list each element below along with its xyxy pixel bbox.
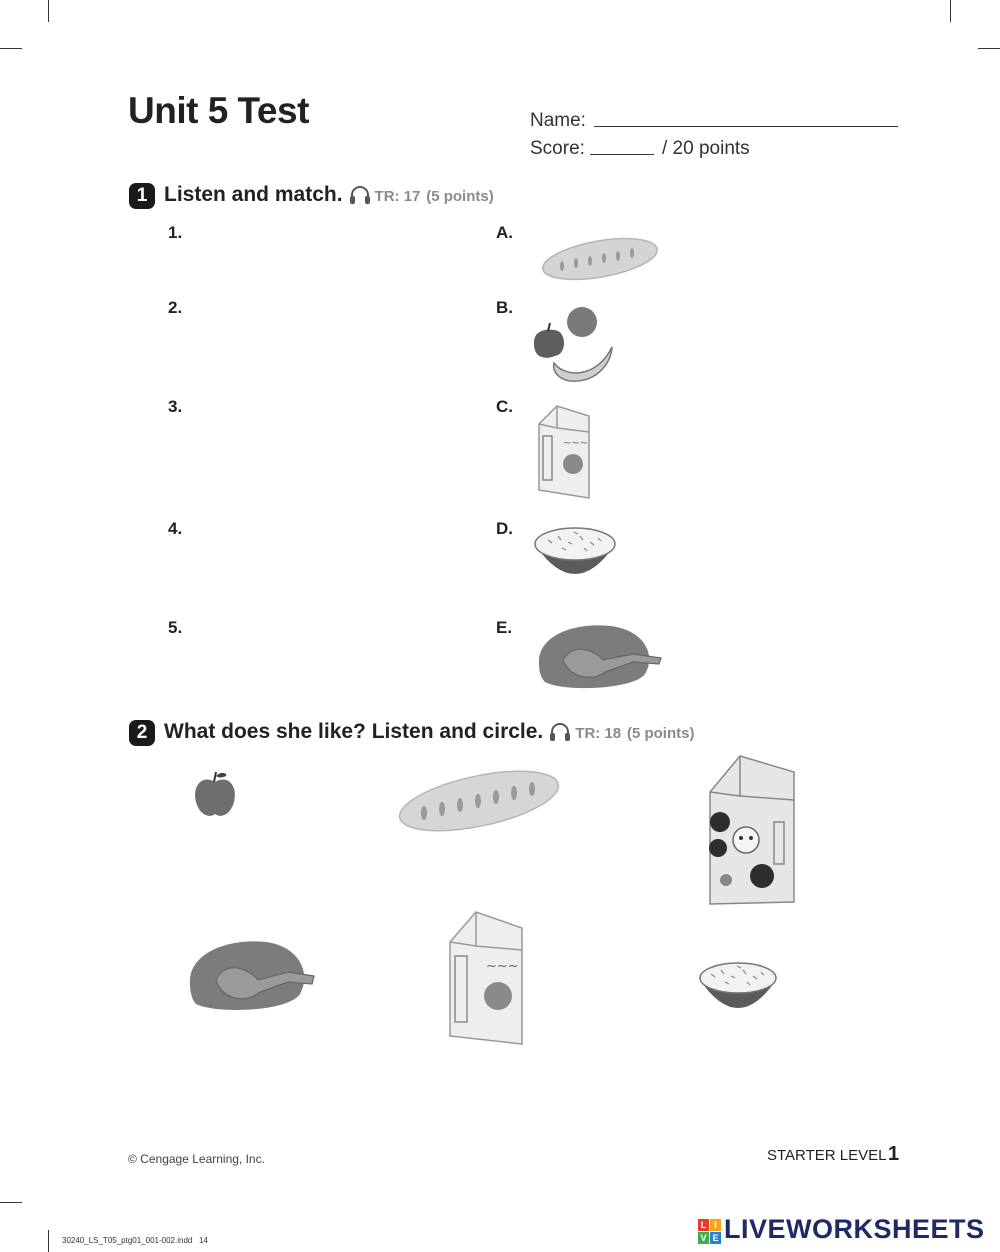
points-note: (5 points) <box>426 188 494 205</box>
svg-text:~~~: ~~~ <box>486 959 519 974</box>
logo-tile: I <box>710 1219 721 1231</box>
fruit-icon[interactable] <box>530 305 620 385</box>
match-number: 4. <box>168 519 183 538</box>
headphones-icon[interactable] <box>349 185 371 211</box>
page-title: Unit 5 Test <box>128 90 309 131</box>
level-label: STARTER LEVEL <box>767 1147 887 1164</box>
crop-mark <box>950 0 951 22</box>
section-title: What does she like? Listen and circle. <box>164 720 544 743</box>
svg-text:~~~: ~~~ <box>563 438 589 449</box>
copyright: © Cengage Learning, Inc. <box>128 1152 265 1166</box>
section-heading <box>164 720 694 748</box>
section-number: 1 <box>129 183 155 209</box>
match-number: 5. <box>168 618 183 637</box>
score-label: Score: <box>530 138 585 159</box>
rice-bowl-icon[interactable] <box>697 958 779 1022</box>
name-label: Name: <box>530 110 586 131</box>
track-number: TR: 18 <box>575 725 622 742</box>
crop-mark <box>48 0 49 22</box>
match-number: 1. <box>168 223 183 242</box>
match-number: 2. <box>168 298 183 317</box>
chicken-icon[interactable] <box>533 620 665 692</box>
logo-tile: E <box>710 1232 721 1244</box>
section-number: 2 <box>129 720 155 746</box>
score-field[interactable] <box>590 154 654 155</box>
crop-mark <box>48 1230 49 1252</box>
points-note: (5 points) <box>626 725 695 742</box>
page-number: 1 <box>888 1143 900 1165</box>
file-name: 30240_LS_T05_ptg01_001-002.indd 14 <box>62 1236 208 1245</box>
name-field[interactable] <box>594 126 898 127</box>
crop-mark <box>978 48 1000 49</box>
track-number: TR: 17 <box>374 188 421 205</box>
match-letter: D. <box>496 519 513 538</box>
juice-carton-icon[interactable] <box>535 402 595 500</box>
bread-icon[interactable] <box>540 232 660 286</box>
liveworksheets-logo[interactable] <box>698 1219 722 1245</box>
match-letter: B. <box>496 298 513 317</box>
crop-mark <box>0 1202 22 1203</box>
section-heading <box>164 183 494 211</box>
logo-tile: V <box>698 1232 709 1244</box>
score-total: / 20 points <box>662 138 750 159</box>
bread-icon[interactable] <box>396 763 562 839</box>
chicken-icon[interactable] <box>186 936 318 1016</box>
match-letter: A. <box>496 223 513 242</box>
match-letter: C. <box>496 397 513 416</box>
crop-mark <box>0 48 22 49</box>
headphones-icon[interactable] <box>549 722 571 748</box>
apple-icon[interactable] <box>192 770 238 818</box>
match-number: 3. <box>168 397 183 416</box>
liveworksheets-brand[interactable]: LIVEWORKSHEETS <box>724 1214 985 1244</box>
rice-bowl-icon[interactable] <box>532 522 618 588</box>
milk-carton-icon[interactable] <box>706 752 798 906</box>
match-letter: E. <box>496 618 513 637</box>
juice-carton-icon[interactable] <box>446 908 526 1048</box>
section-title: Listen and match. <box>164 183 343 206</box>
logo-tile: L <box>698 1219 709 1231</box>
